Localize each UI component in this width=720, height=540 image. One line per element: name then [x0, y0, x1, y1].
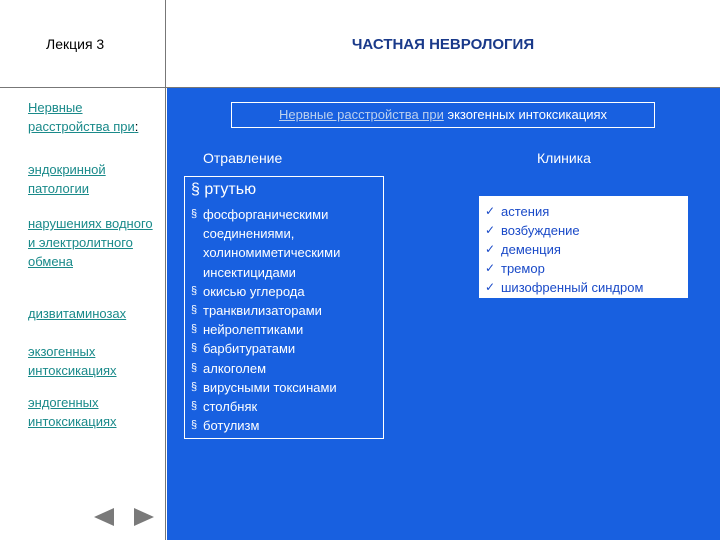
sidebar-intro-link[interactable]: [28, 98, 158, 136]
check-icon: ✓: [485, 204, 496, 218]
clinic-item: [485, 259, 643, 278]
clinic-item: [485, 221, 643, 240]
title-header-cell: [166, 0, 720, 88]
clinic-item-label: астения: [501, 204, 550, 219]
check-icon: ✓: [485, 261, 496, 275]
clinic-item: [485, 202, 643, 221]
poisoning-box: [184, 176, 384, 439]
poisoning-item: § транквилизаторами: [191, 301, 383, 320]
sidebar-item-dysvitaminosis[interactable]: дизвитаминозах: [28, 306, 127, 321]
poisoning-first-item: § ртутью: [191, 181, 257, 198]
sidebar: [0, 88, 166, 540]
poisoning-item: § окисью углерода: [191, 282, 383, 301]
sidebar-intro-text[interactable]: Нервные расстройства при: [28, 100, 135, 134]
lecture-header-cell: [0, 0, 166, 88]
sidebar-item-endogenous[interactable]: эндогенных интоксикациях: [28, 395, 117, 429]
column-heading-poisoning: Отравление: [203, 150, 283, 166]
check-icon: ✓: [485, 223, 496, 237]
arrow-left-icon[interactable]: [94, 508, 114, 526]
poisoning-item: § вирусными токсинами: [191, 378, 383, 397]
section-heading-text: экзогенных интоксикациях: [443, 107, 607, 122]
column-heading-clinic: Клиника: [537, 150, 591, 166]
poisoning-item: § алкоголем: [191, 359, 383, 378]
poisoning-list: [191, 205, 383, 435]
poisoning-item: § нейролептиками: [191, 320, 383, 339]
sidebar-intro-colon: :: [134, 119, 139, 134]
clinic-box: [479, 196, 688, 298]
content-panel: [167, 88, 720, 540]
section-heading-link[interactable]: Нервные расстройства при: [279, 107, 444, 122]
poisoning-item: § барбитуратами: [191, 339, 383, 358]
check-icon: ✓: [485, 242, 496, 256]
clinic-list: [485, 202, 643, 297]
poisoning-item: § фосфорганическими соединениями, холиномиметическими инсектицидами: [191, 205, 383, 282]
clinic-item: [485, 240, 643, 259]
sidebar-item-endocrine[interactable]: эндокринной патологии: [28, 162, 106, 196]
clinic-item-label: деменция: [501, 242, 561, 257]
clinic-item-label: шизофренный синдром: [501, 280, 644, 295]
clinic-item-label: тремор: [501, 261, 545, 276]
check-icon: ✓: [485, 280, 496, 294]
sidebar-item-water-electrolyte[interactable]: нарушениях водного и электролитного обмена: [28, 216, 153, 269]
section-heading: [231, 102, 655, 128]
clinic-item-label: возбуждение: [501, 223, 580, 238]
poisoning-item: § ботулизм: [191, 416, 383, 435]
poisoning-item: § столбняк: [191, 397, 383, 416]
page-title: ЧАСТНАЯ НЕВРОЛОГИЯ: [351, 36, 535, 53]
lecture-label: Лекция 3: [46, 36, 105, 52]
arrow-right-icon[interactable]: [134, 508, 154, 526]
sidebar-item-exogenous[interactable]: экзогенных интоксикациях: [28, 344, 117, 378]
clinic-item: [485, 278, 643, 297]
